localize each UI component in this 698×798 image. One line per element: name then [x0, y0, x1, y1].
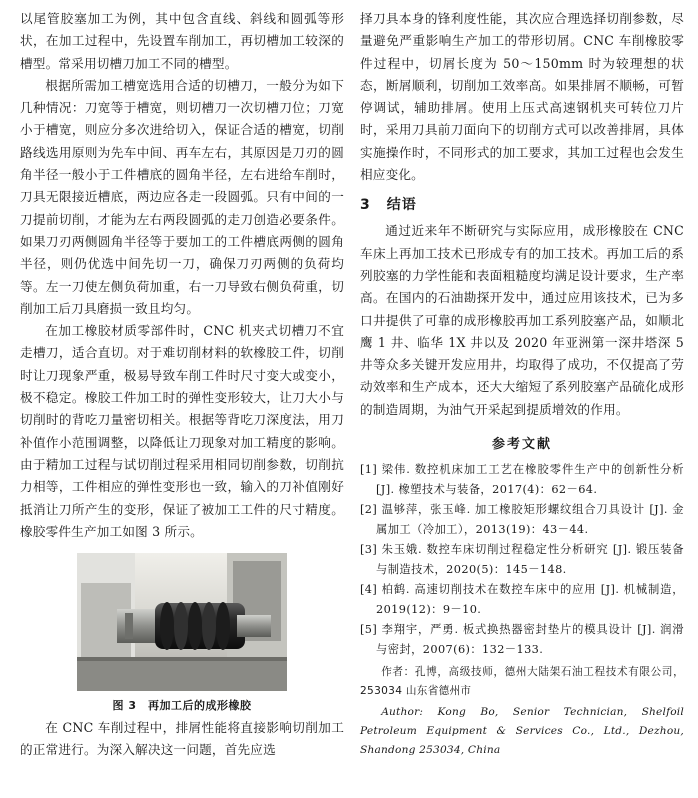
references-heading: 参考文献 [491, 437, 552, 453]
paragraph-chip-removal-continued: 择刀具本身的锋利度性能，其次应合理选择切削参数，尽量避免严重影响生产加工的带形切屑。CNC 车削橡胶零件过程中，切屑长度为 50～150mm 时为较理想的状态，断屑顺利，切削加工效率高。如果排屑不顺畅，可暂停调试，辅助排屑。使用上压式高速钢机夹可转位刀片时，采用刀具前刀面向下的切削方式可以改善排屑，具体实施操作时，不同形式的加工要求，其加工过程也会发生相应变化。 [360, 11, 684, 183]
paragraph-chip-removal-start: 在 CNC 车削过程中，排屑性能将直接影响切削加工的正常进行。为深入解决这一问题，首先应选 [20, 720, 344, 758]
reference-item: [1] 梁伟. 数控机床加工工艺在橡胶零件生产中的创新性分析 [J]. 橡塑技术与装备，2017(4)：62－64. [360, 463, 684, 497]
paragraph-groove-tool-selection: 根据所需加工槽宽选用合适的切槽刀，一般分为如下几种情况：刀宽等于槽宽，则切槽刀一次切槽刀位；刀宽小于槽宽，则应分多次进给切入，保证合适的槽宽，切削路线选用原则为先车中间、再车左右，其原因是刀刃的圆角半径一般小于工件槽底的圆角半径，左右进给车削时，刀具无限接近槽底，两边应各走一段圆弧。只有中间的一刀提前切削，才能为左右两段圆弧的走刀创造必要条件。如果刀刃两侧圆角半径等于要加工的工件槽底两侧的圆角半径，则仍优选中间先切一刀，确保刀刃两侧的负荷均等。左一刀使左侧负荷加重，右一刀导致右侧负荷重，切削加工后刀具磨损一致且均匀。 [20, 77, 344, 316]
author-info-en: Author: Kong Bo, Senior Technician, Shelfoil Petroleum Equipment & Services Co., Ltd., Dezhou, Shandong 253034, China [360, 706, 684, 757]
section-number: 3 [360, 197, 371, 214]
reference-item: [2] 温够萍，张玉峰. 加工橡胶矩形螺纹组合刀具设计 [J]. 金属加工（冷加工），2013(19)：43－44. [360, 503, 684, 537]
reference-item: [4] 柏鹤. 高速切削技术在数控车床中的应用 [J]. 机械制造，2019(12)：9－10. [360, 583, 684, 617]
rubber-part-photo [77, 553, 287, 691]
figure-3 [20, 553, 344, 713]
author-info-cn: 作者：孔博，高级技师，德州大陆架石油工程技术有限公司，253034 山东省德州市 [360, 666, 684, 698]
paragraph-conclusion: 通过近来年不断研究与实际应用，成形橡胶在 CNC 车床上再加工技术已形成专有的加工技术。再加工后的系列胶塞的力学性能和表面粗糙度均满足设计要求，生产率高。在国内的石油勘探开发中，通过应用该技术，已为多口井提供了可靠的成形橡胶再加工系列胶塞产品，如顺北鹰 1 井、临华 1X 井以及 2020 年亚洲第一深井塔深 5 井等众多关键开发应用井，均取得了成功，不仅提高了劳动效率和生产成本，还大大缩短了系列胶塞产品硫化成形的制造周期，为油气开采起到提质增效的作用。 [360, 223, 684, 417]
figure-caption: 图 3 再加工后的成形橡胶 [112, 699, 252, 713]
paragraph-rubber-elastic-deformation: 在加工橡胶材质零部件时，CNC 机夹式切槽刀不宜走槽刀，适合直切。对于难切削材料的软橡胶工件，切削时让刀现象严重，极易导致车削工件时尺寸变大或变小，极不稳定。橡胶工件加工时的弹性变形较大，让刀大小与切削时的背吃刀量密切相关。根据等背吃刀深度法，用刀补值作小范围调整，以降低让刀现象对加工精度的影响。由于精加工过程与试切削过程采用相同切削参数，切削抗力相等，工件相应的弹性变形也一致，输入的刀补值刚好抵消让刀所产生的变形，保证了被加工工件的尺寸精度。橡胶零件生产加工如图 3 所示。 [20, 323, 344, 539]
section-heading [360, 194, 684, 214]
right-column [360, 8, 684, 760]
paragraph-slot-milling-intro: 以尾管胶塞加工为例，其中包含直线、斜线和圆弧等形状，在加工过程中，先设置车削加工，再切槽加工较深的槽型。常采用切槽刀加工不同的槽型。 [20, 11, 344, 71]
reference-item: [5] 李翔宇，严勇. 板式换热器密封垫片的模具设计 [J]. 润滑与密封，2007(6)：132－133. [360, 623, 684, 657]
section-title: 结语 [386, 197, 417, 214]
reference-item: [3] 朱玉娥. 数控车床切削过程稳定性分析研究 [J]. 锻压装备与制造技术，2020(5)：145－148. [360, 543, 684, 577]
left-column [20, 8, 344, 762]
